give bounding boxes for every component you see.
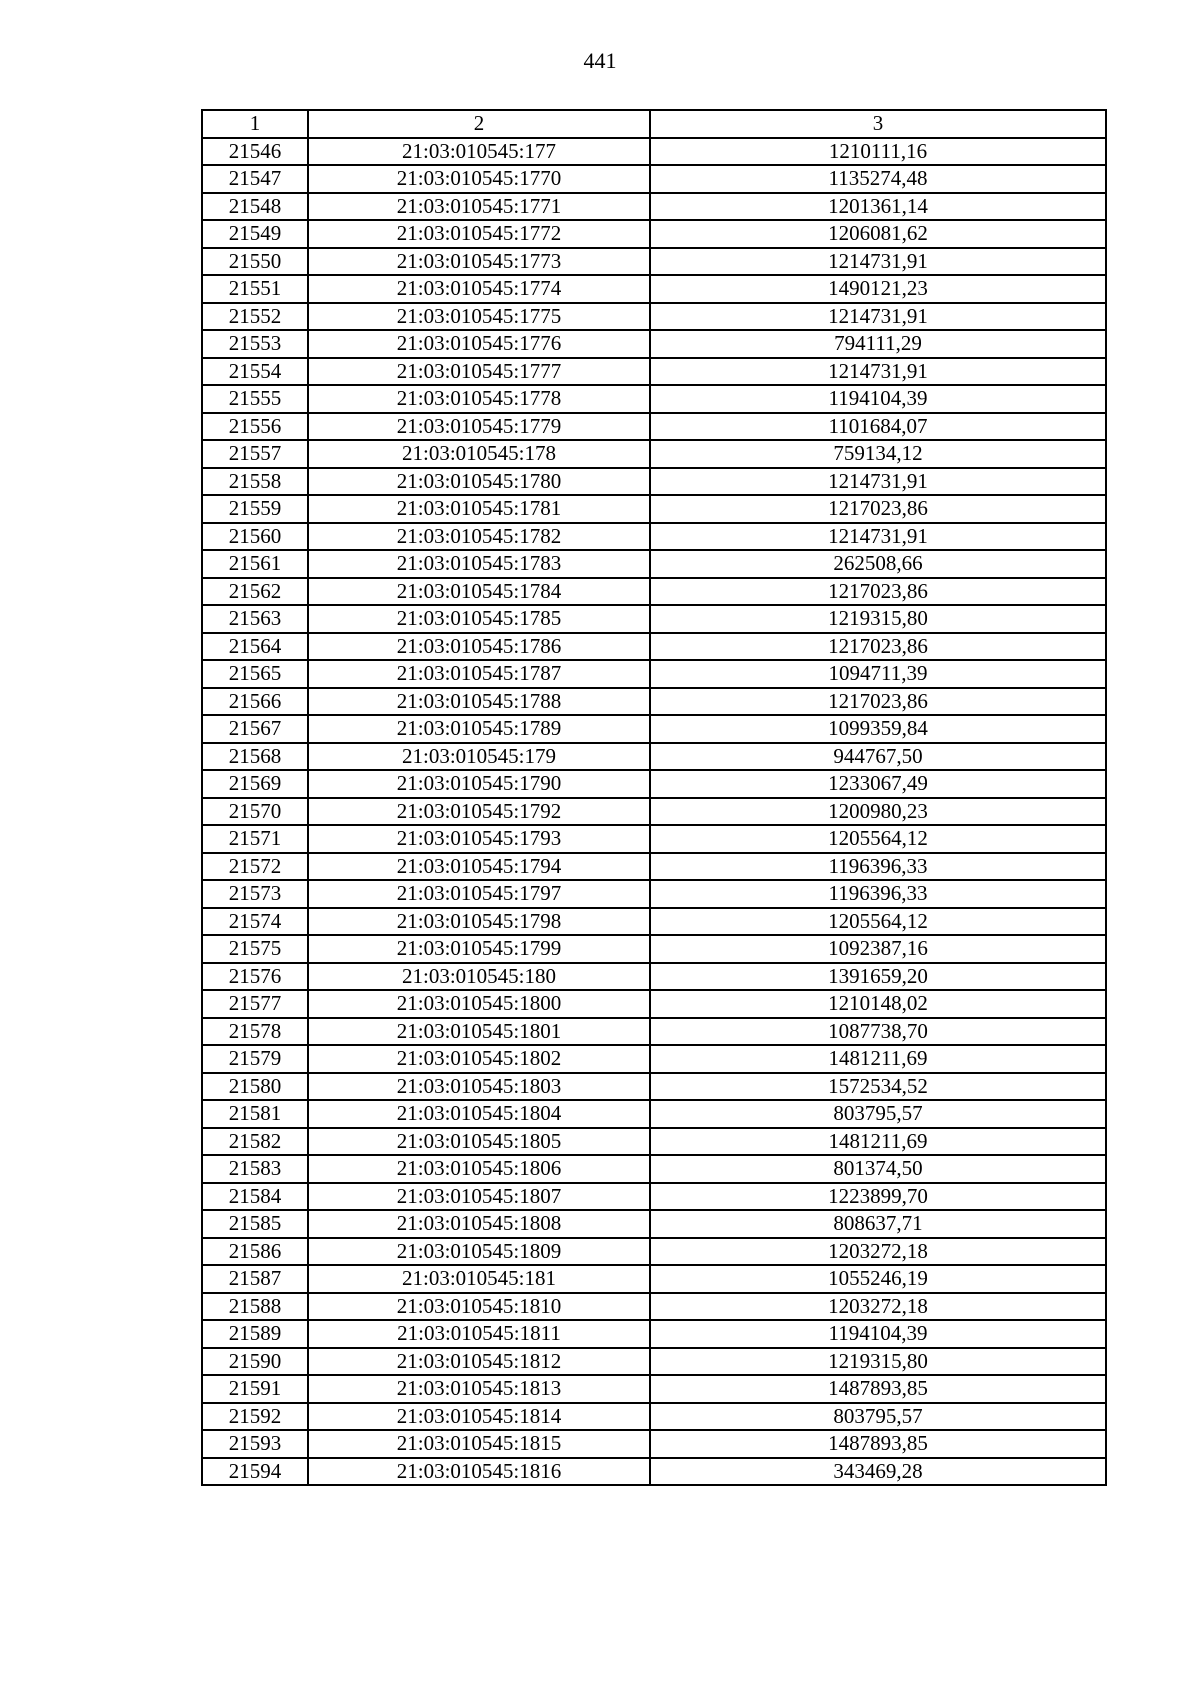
- row-number-cell: 21547: [202, 165, 308, 193]
- value-cell: 1233067,49: [650, 770, 1106, 798]
- value-cell: 1194104,39: [650, 1320, 1106, 1348]
- table-row: [202, 825, 1106, 853]
- table-row: [202, 193, 1106, 221]
- value-cell: 262508,66: [650, 550, 1106, 578]
- row-number-cell: 21592: [202, 1403, 308, 1431]
- row-number-cell: 21561: [202, 550, 308, 578]
- cadastral-number-cell: 21:03:010545:1789: [308, 715, 650, 743]
- cadastral-number-cell: 21:03:010545:1814: [308, 1403, 650, 1431]
- table-row: [202, 578, 1106, 606]
- row-number-cell: 21590: [202, 1348, 308, 1376]
- cadastral-number-cell: 21:03:010545:1792: [308, 798, 650, 826]
- value-cell: 1219315,80: [650, 1348, 1106, 1376]
- row-number-cell: 21576: [202, 963, 308, 991]
- table-row: [202, 1458, 1106, 1486]
- table-row: [202, 908, 1106, 936]
- row-number-cell: 21546: [202, 138, 308, 166]
- table-row: [202, 660, 1106, 688]
- cadastral-number-cell: 21:03:010545:1779: [308, 413, 650, 441]
- cadastral-number-cell: 21:03:010545:1805: [308, 1128, 650, 1156]
- table-row: [202, 1155, 1106, 1183]
- row-number-cell: 21583: [202, 1155, 308, 1183]
- cadastral-number-cell: 21:03:010545:1783: [308, 550, 650, 578]
- value-cell: 1206081,62: [650, 220, 1106, 248]
- row-number-cell: 21575: [202, 935, 308, 963]
- cadastral-number-cell: 21:03:010545:1774: [308, 275, 650, 303]
- table-row: [202, 523, 1106, 551]
- row-number-cell: 21560: [202, 523, 308, 551]
- row-number-cell: 21569: [202, 770, 308, 798]
- row-number-cell: 21552: [202, 303, 308, 331]
- value-cell: 1210111,16: [650, 138, 1106, 166]
- cadastral-number-cell: 21:03:010545:1810: [308, 1293, 650, 1321]
- cadastral-number-cell: 21:03:010545:1804: [308, 1100, 650, 1128]
- cadastral-number-cell: 21:03:010545:1784: [308, 578, 650, 606]
- row-number-cell: 21565: [202, 660, 308, 688]
- cadastral-number-cell: 21:03:010545:1801: [308, 1018, 650, 1046]
- row-number-cell: 21570: [202, 798, 308, 826]
- value-cell: 1487893,85: [650, 1375, 1106, 1403]
- table-row: [202, 1320, 1106, 1348]
- value-cell: 1099359,84: [650, 715, 1106, 743]
- value-cell: 1135274,48: [650, 165, 1106, 193]
- table-row: [202, 688, 1106, 716]
- row-number-cell: 21582: [202, 1128, 308, 1156]
- value-cell: 1203272,18: [650, 1293, 1106, 1321]
- value-cell: 1219315,80: [650, 605, 1106, 633]
- table-row: [202, 220, 1106, 248]
- table-row: [202, 303, 1106, 331]
- row-number-cell: 21553: [202, 330, 308, 358]
- cadastral-number-cell: 21:03:010545:1799: [308, 935, 650, 963]
- row-number-cell: 21564: [202, 633, 308, 661]
- value-cell: 1481211,69: [650, 1045, 1106, 1073]
- table-row: [202, 1073, 1106, 1101]
- table-row: [202, 413, 1106, 441]
- row-number-cell: 21559: [202, 495, 308, 523]
- cadastral-number-cell: 21:03:010545:180: [308, 963, 650, 991]
- table-row: [202, 798, 1106, 826]
- row-number-cell: 21591: [202, 1375, 308, 1403]
- value-cell: 1094711,39: [650, 660, 1106, 688]
- table-row: [202, 1375, 1106, 1403]
- cadastral-number-cell: 21:03:010545:1782: [308, 523, 650, 551]
- table-row: [202, 1348, 1106, 1376]
- value-cell: 1214731,91: [650, 468, 1106, 496]
- cadastral-number-cell: 21:03:010545:1770: [308, 165, 650, 193]
- cadastral-number-cell: 21:03:010545:1812: [308, 1348, 650, 1376]
- table-row: [202, 770, 1106, 798]
- table-row: [202, 1430, 1106, 1458]
- table-row: [202, 605, 1106, 633]
- cadastral-number-cell: 21:03:010545:1800: [308, 990, 650, 1018]
- table-row: [202, 633, 1106, 661]
- table-row: [202, 935, 1106, 963]
- cadastral-number-cell: 21:03:010545:1793: [308, 825, 650, 853]
- cadastral-number-cell: 21:03:010545:1809: [308, 1238, 650, 1266]
- cadastral-number-cell: 21:03:010545:1778: [308, 385, 650, 413]
- row-number-cell: 21551: [202, 275, 308, 303]
- value-cell: 1196396,33: [650, 853, 1106, 881]
- cadastral-number-cell: 21:03:010545:1773: [308, 248, 650, 276]
- value-cell: 1200980,23: [650, 798, 1106, 826]
- value-cell: 759134,12: [650, 440, 1106, 468]
- row-number-cell: 21563: [202, 605, 308, 633]
- table-row: [202, 385, 1106, 413]
- cadastral-number-cell: 21:03:010545:1772: [308, 220, 650, 248]
- cadastral-number-cell: 21:03:010545:177: [308, 138, 650, 166]
- cadastral-number-cell: 21:03:010545:1802: [308, 1045, 650, 1073]
- row-number-cell: 21549: [202, 220, 308, 248]
- table-row: [202, 1403, 1106, 1431]
- cadastral-number-cell: 21:03:010545:1781: [308, 495, 650, 523]
- table-row: [202, 963, 1106, 991]
- cadastral-number-cell: 21:03:010545:1788: [308, 688, 650, 716]
- row-number-cell: 21581: [202, 1100, 308, 1128]
- value-cell: 1490121,23: [650, 275, 1106, 303]
- row-number-cell: 21587: [202, 1265, 308, 1293]
- row-number-cell: 21566: [202, 688, 308, 716]
- table-row: [202, 1100, 1106, 1128]
- cadastral-number-cell: 21:03:010545:1798: [308, 908, 650, 936]
- column-header-1: 1: [202, 110, 308, 138]
- table-row: [202, 990, 1106, 1018]
- row-number-cell: 21562: [202, 578, 308, 606]
- row-number-cell: 21574: [202, 908, 308, 936]
- row-number-cell: 21589: [202, 1320, 308, 1348]
- cadastral-number-cell: 21:03:010545:1790: [308, 770, 650, 798]
- row-number-cell: 21571: [202, 825, 308, 853]
- table-row: [202, 550, 1106, 578]
- value-cell: 1223899,70: [650, 1183, 1106, 1211]
- value-cell: 1055246,19: [650, 1265, 1106, 1293]
- value-cell: 1487893,85: [650, 1430, 1106, 1458]
- table-row: [202, 440, 1106, 468]
- row-number-cell: 21556: [202, 413, 308, 441]
- cadastral-number-cell: 21:03:010545:1807: [308, 1183, 650, 1211]
- row-number-cell: 21555: [202, 385, 308, 413]
- cadastral-number-cell: 21:03:010545:1776: [308, 330, 650, 358]
- row-number-cell: 21578: [202, 1018, 308, 1046]
- value-cell: 794111,29: [650, 330, 1106, 358]
- table-row: [202, 1265, 1106, 1293]
- row-number-cell: 21593: [202, 1430, 308, 1458]
- row-number-cell: 21567: [202, 715, 308, 743]
- table-row: [202, 248, 1106, 276]
- cadastral-number-cell: 21:03:010545:1777: [308, 358, 650, 386]
- row-number-cell: 21548: [202, 193, 308, 221]
- cadastral-number-cell: 21:03:010545:1787: [308, 660, 650, 688]
- value-cell: 1101684,07: [650, 413, 1106, 441]
- column-header-2: 2: [308, 110, 650, 138]
- value-cell: 1201361,14: [650, 193, 1106, 221]
- value-cell: 1217023,86: [650, 495, 1106, 523]
- row-number-cell: 21579: [202, 1045, 308, 1073]
- table-row: [202, 358, 1106, 386]
- cadastral-number-cell: 21:03:010545:1815: [308, 1430, 650, 1458]
- row-number-cell: 21550: [202, 248, 308, 276]
- value-cell: 1092387,16: [650, 935, 1106, 963]
- value-cell: 1481211,69: [650, 1128, 1106, 1156]
- cadastral-number-cell: 21:03:010545:1786: [308, 633, 650, 661]
- value-cell: 1217023,86: [650, 633, 1106, 661]
- table-row: [202, 880, 1106, 908]
- row-number-cell: 21554: [202, 358, 308, 386]
- row-number-cell: 21573: [202, 880, 308, 908]
- value-cell: 801374,50: [650, 1155, 1106, 1183]
- row-number-cell: 21572: [202, 853, 308, 881]
- cadastral-number-cell: 21:03:010545:1785: [308, 605, 650, 633]
- value-cell: 1214731,91: [650, 303, 1106, 331]
- cadastral-number-cell: 21:03:010545:1808: [308, 1210, 650, 1238]
- value-cell: 1214731,91: [650, 523, 1106, 551]
- value-cell: 1194104,39: [650, 385, 1106, 413]
- table-header: [202, 110, 1106, 138]
- table-row: [202, 275, 1106, 303]
- value-cell: 1087738,70: [650, 1018, 1106, 1046]
- cadastral-number-cell: 21:03:010545:1794: [308, 853, 650, 881]
- value-cell: 1203272,18: [650, 1238, 1106, 1266]
- value-cell: 1214731,91: [650, 358, 1106, 386]
- row-number-cell: 21557: [202, 440, 308, 468]
- table-row: [202, 715, 1106, 743]
- table-row: [202, 1045, 1106, 1073]
- row-number-cell: 21594: [202, 1458, 308, 1486]
- table-row: [202, 1128, 1106, 1156]
- data-table: [201, 109, 1107, 1486]
- cadastral-number-cell: 21:03:010545:1806: [308, 1155, 650, 1183]
- column-header-3: 3: [650, 110, 1106, 138]
- table-body: [202, 138, 1106, 1486]
- cadastral-number-cell: 21:03:010545:1771: [308, 193, 650, 221]
- cadastral-number-cell: 21:03:010545:1797: [308, 880, 650, 908]
- table-row: [202, 853, 1106, 881]
- table-row: [202, 1018, 1106, 1046]
- value-cell: 1205564,12: [650, 825, 1106, 853]
- value-cell: 803795,57: [650, 1100, 1106, 1128]
- value-cell: 1205564,12: [650, 908, 1106, 936]
- table-row: [202, 138, 1106, 166]
- value-cell: 1196396,33: [650, 880, 1106, 908]
- cadastral-number-cell: 21:03:010545:1813: [308, 1375, 650, 1403]
- value-cell: 1217023,86: [650, 578, 1106, 606]
- value-cell: 1572534,52: [650, 1073, 1106, 1101]
- table-row: [202, 468, 1106, 496]
- cadastral-number-cell: 21:03:010545:1780: [308, 468, 650, 496]
- row-number-cell: 21577: [202, 990, 308, 1018]
- table-row: [202, 330, 1106, 358]
- cadastral-number-cell: 21:03:010545:1803: [308, 1073, 650, 1101]
- cadastral-number-cell: 21:03:010545:179: [308, 743, 650, 771]
- table-row: [202, 495, 1106, 523]
- table-row: [202, 1210, 1106, 1238]
- table-row: [202, 743, 1106, 771]
- cadastral-number-cell: 21:03:010545:178: [308, 440, 650, 468]
- row-number-cell: 21586: [202, 1238, 308, 1266]
- table-row: [202, 1293, 1106, 1321]
- cadastral-number-cell: 21:03:010545:1775: [308, 303, 650, 331]
- row-number-cell: 21580: [202, 1073, 308, 1101]
- value-cell: 808637,71: [650, 1210, 1106, 1238]
- table-row: [202, 165, 1106, 193]
- table-header-row: [202, 110, 1106, 138]
- cadastral-number-cell: 21:03:010545:1816: [308, 1458, 650, 1486]
- table-row: [202, 1238, 1106, 1266]
- value-cell: 944767,50: [650, 743, 1106, 771]
- row-number-cell: 21588: [202, 1293, 308, 1321]
- value-cell: 1391659,20: [650, 963, 1106, 991]
- value-cell: 343469,28: [650, 1458, 1106, 1486]
- cadastral-number-cell: 21:03:010545:1811: [308, 1320, 650, 1348]
- table-row: [202, 1183, 1106, 1211]
- value-cell: 1217023,86: [650, 688, 1106, 716]
- row-number-cell: 21584: [202, 1183, 308, 1211]
- row-number-cell: 21585: [202, 1210, 308, 1238]
- value-cell: 1214731,91: [650, 248, 1106, 276]
- cadastral-number-cell: 21:03:010545:181: [308, 1265, 650, 1293]
- row-number-cell: 21558: [202, 468, 308, 496]
- value-cell: 803795,57: [650, 1403, 1106, 1431]
- page-number: 441: [583, 48, 617, 73]
- value-cell: 1210148,02: [650, 990, 1106, 1018]
- row-number-cell: 21568: [202, 743, 308, 771]
